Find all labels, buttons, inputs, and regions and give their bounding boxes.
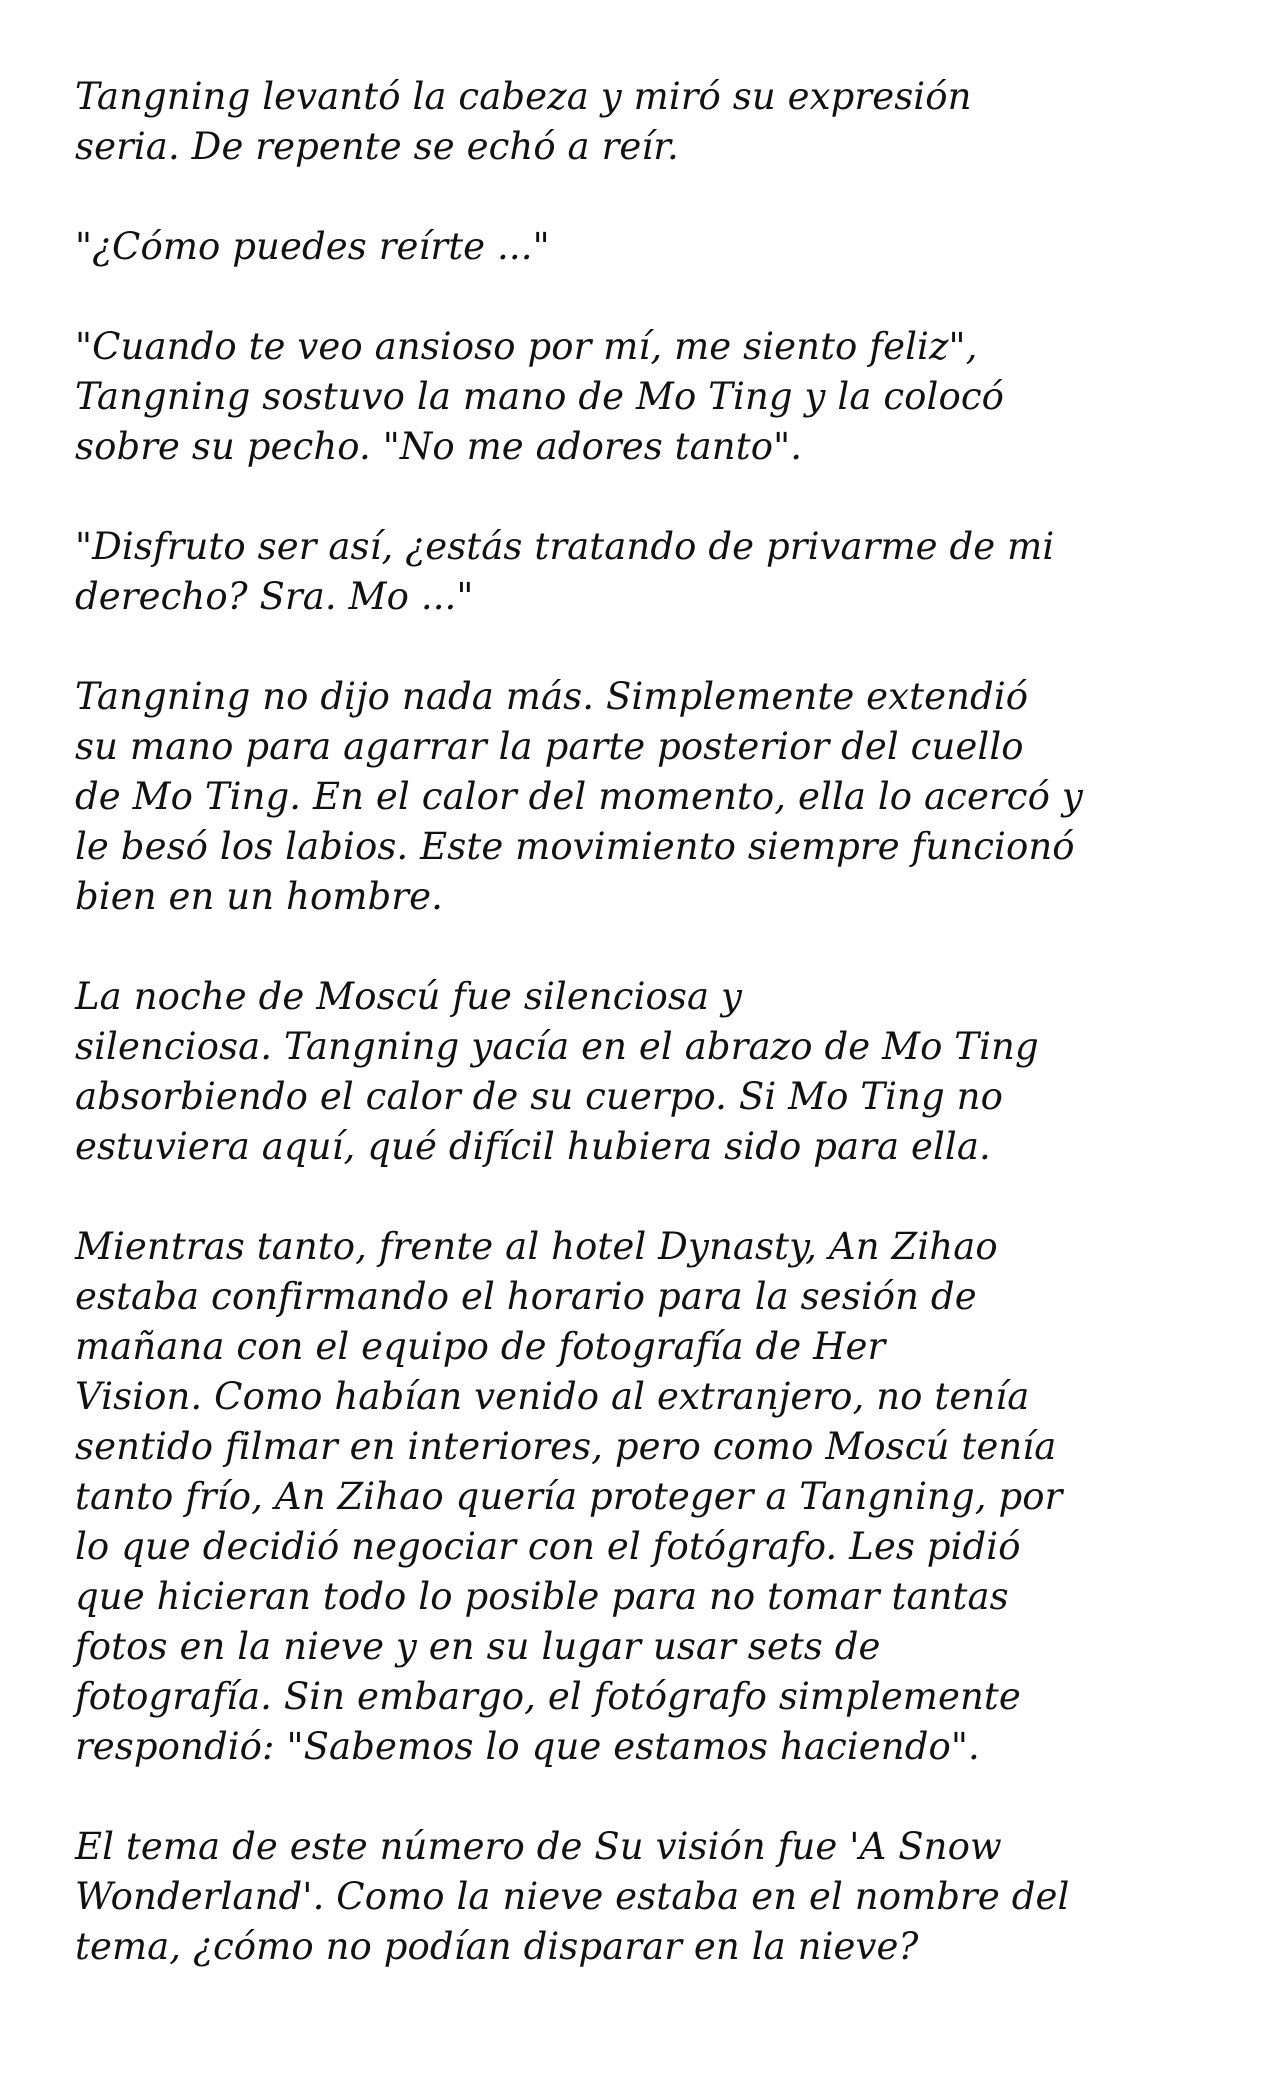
paragraph	[75, 672, 1215, 922]
text-line: "¿Cómo puedes reírte ..."	[75, 225, 550, 268]
text-line: de Mo Ting. En el calor del momento, ella lo acercó y	[75, 775, 1083, 818]
text-line: Vision. Como habían venido al extranjero, no tenía	[75, 1375, 1030, 1418]
paragraph	[75, 972, 1215, 1172]
text-line: le besó los labios. Este movimiento siempre funcionó	[75, 825, 1075, 868]
text-line: Wonderland'. Como la nieve estaba en el nombre del	[75, 1875, 1070, 1918]
text-line: Tangning sostuvo la mano de Mo Ting y la colocó	[75, 375, 1005, 418]
text-line: silenciosa. Tangning yacía en el abrazo de Mo Ting	[75, 1025, 1039, 1068]
text-line: fotografía. Sin embargo, el fotógrafo simplemente	[75, 1675, 1021, 1718]
text-line: Tangning no dijo nada más. Simplemente extendió	[75, 675, 1029, 718]
paragraph	[75, 1822, 1215, 1972]
text-line: "Cuando te veo ansioso por mí, me siento feliz",	[75, 325, 978, 368]
text-line: lo que decidió negociar con el fotógrafo. Les pidió	[75, 1525, 1021, 1568]
text-line: derecho? Sra. Mo ..."	[75, 575, 474, 618]
text-line: estaba confirmando el horario para la sesión de	[75, 1275, 977, 1318]
text-line: bien en un hombre.	[75, 875, 443, 918]
text-line: La noche de Moscú fue silenciosa y	[75, 975, 743, 1018]
text-line: Mientras tanto, frente al hotel Dynasty, An Zihao	[75, 1225, 998, 1268]
paragraph	[75, 322, 1215, 472]
text-line: El tema de este número de Su visión fue 'A Snow	[75, 1825, 1002, 1868]
document-body	[75, 72, 1215, 1972]
text-line: su mano para agarrar la parte posterior del cuello	[75, 725, 1024, 768]
text-line: mañana con el equipo de fotografía de Her	[75, 1325, 886, 1368]
text-line: estuviera aquí, qué difícil hubiera sido para ella.	[75, 1125, 991, 1168]
text-line: tanto frío, An Zihao quería proteger a Tangning, por	[75, 1475, 1063, 1518]
text-line: respondió: "Sabemos lo que estamos haciendo".	[75, 1725, 980, 1768]
text-line: seria. De repente se echó a reír.	[75, 125, 679, 168]
paragraph	[75, 522, 1215, 622]
paragraph	[75, 72, 1215, 172]
text-line: sobre su pecho. "No me adores tanto".	[75, 425, 803, 468]
text-line: que hicieran todo lo posible para no tomar tantas	[75, 1575, 1009, 1618]
text-line: tema, ¿cómo no podían disparar en la nieve?	[75, 1925, 919, 1968]
paragraph	[75, 1222, 1215, 1772]
text-line: fotos en la nieve y en su lugar usar sets de	[75, 1625, 881, 1668]
text-line: "Disfruto ser así, ¿estás tratando de privarme de mi	[75, 525, 1055, 568]
text-line: Tangning levantó la cabeza y miró su expresión	[75, 75, 972, 118]
paragraph	[75, 222, 1215, 272]
text-line: sentido filmar en interiores, pero como Moscú tenía	[75, 1425, 1057, 1468]
text-line: absorbiendo el calor de su cuerpo. Si Mo Ting no	[75, 1075, 1003, 1118]
